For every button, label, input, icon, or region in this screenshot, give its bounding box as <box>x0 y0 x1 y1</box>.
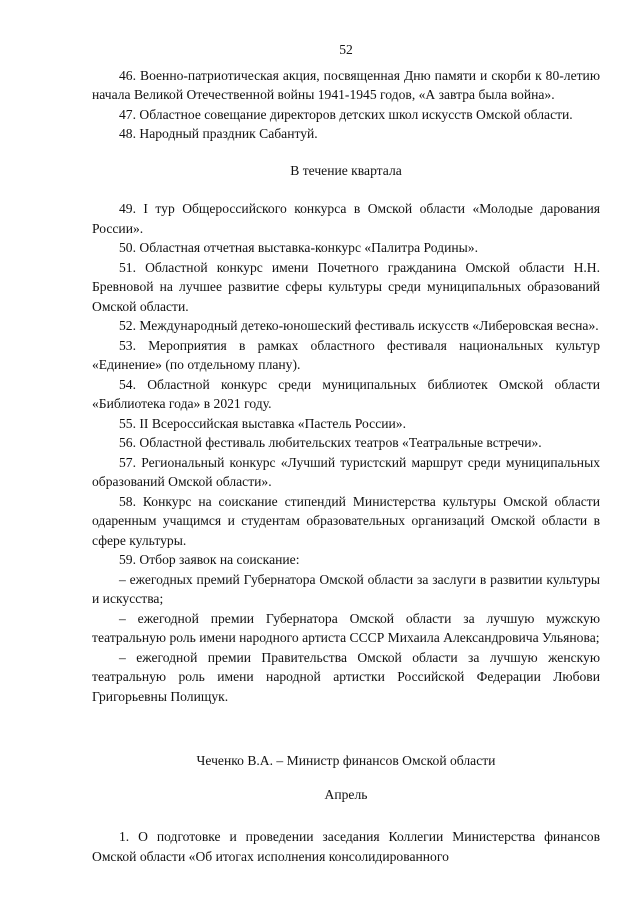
minister-heading: Чеченко В.А. – Министр финансов Омской области <box>196 753 496 768</box>
list-item: 58. Конкурс на соискание стипендий Министерства культуры Омской области одаренным учащимся и студентам образовательных организаций Омской области в сфере культуры. <box>92 493 600 548</box>
list-item: 54. Областной конкурс среди муниципальных библиотек Омской области «Библиотека года» в 2021 году. <box>92 376 600 411</box>
list-item: 52. Международный детеко-юношеский фестиваль искусств «Либеровская весна». <box>119 318 599 333</box>
list-subitem: – ежегодной премии Губернатора Омской области за лучшую мужскую театральную роль имени народного артиста СССР Михаила Александровича Ульянова; <box>92 610 600 645</box>
list-item: 51. Областной конкурс имени Почетного гражданина Омской области Н.Н. Бревновой на лучшее развитие сферы культуры среди муниципальных образований Омской области. <box>92 259 600 314</box>
list-item: 48. Народный праздник Сабантуй. <box>119 126 318 141</box>
list-item: 46. Военно-патриотическая акция, посвященная Дню памяти и скорби к 80-летию начала Великой Отечественной войны 1941-1945 годов, «А завтра была война». <box>92 67 600 102</box>
list-item: 49. I тур Общероссийского конкурса в Омской области «Молодые дарования России». <box>92 201 600 236</box>
list-item: 53. Мероприятия в рамках областного фестиваля национальных культур «Единение» (по отдельному плану). <box>92 337 600 372</box>
quarter-items-list <box>92 199 600 706</box>
list-item: 50. Областная отчетная выставка-конкурс «Палитра Родины». <box>119 240 478 255</box>
list-subitem: – ежегодных премий Губернатора Омской области за заслуги в развитии культуры и искусства; <box>92 571 600 606</box>
top-items-list <box>92 66 600 144</box>
list-subitem: – ежегодной премии Правительства Омской области за лучшую женскую театральную роль имени народной артистки Российской Федерации Любови Григорьевны Полищук. <box>92 649 600 704</box>
list-item: 57. Региональный конкурс «Лучший туристский маршрут среди муниципальных образований Омской области». <box>92 454 600 489</box>
list-item: 56. Областной фестиваль любительских театров «Театральные встречи». <box>119 435 542 450</box>
month-heading: Апрель <box>324 786 368 802</box>
april-items-list <box>92 827 600 866</box>
list-item: 47. Областное совещание директоров детских школ искусств Омской области. <box>119 106 573 122</box>
list-item: 1. О подготовке и проведении заседания Коллегии Министерства финансов Омской области «Об итогах исполнения консолидированного <box>92 829 600 864</box>
page-number: 52 <box>339 42 353 57</box>
list-item: 55. II Всероссийская выставка «Пастель России». <box>119 415 406 431</box>
list-item: 59. Отбор заявок на соискание: <box>119 552 300 567</box>
section-heading-quarter: В течение квартала <box>290 162 402 178</box>
